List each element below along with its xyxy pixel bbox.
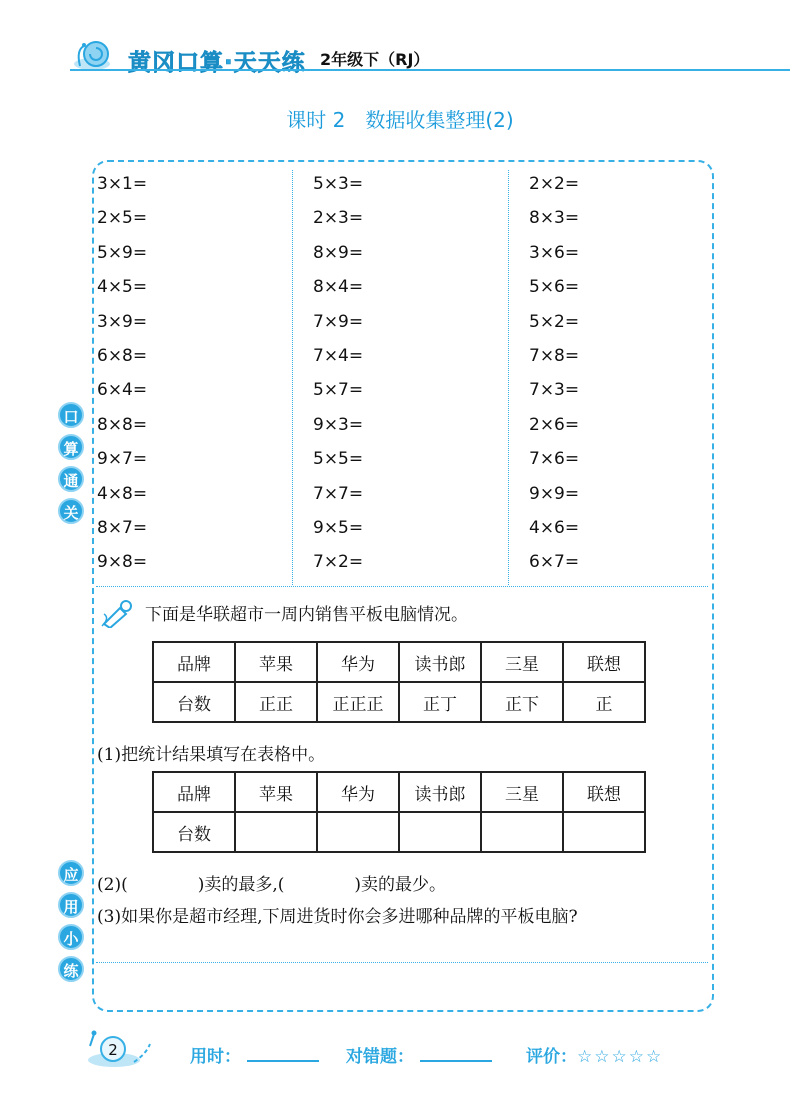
table-cell: 读书郎 xyxy=(399,642,481,682)
drill-problem: 9×9= xyxy=(529,483,580,504)
question-3: (3)如果你是超市经理,下周进货时你会多进哪种品牌的平板电脑? xyxy=(97,907,578,927)
table-row xyxy=(153,772,645,812)
drill-problem: 5×2= xyxy=(529,311,580,332)
drill-problem: 7×6= xyxy=(529,449,580,470)
drill-problem: 7×9= xyxy=(313,311,364,332)
table-cell: 品牌 xyxy=(153,772,235,812)
drill-problem: 6×8= xyxy=(97,345,148,366)
question-1: (1)把统计结果填写在表格中。 xyxy=(97,745,326,765)
drill-problem: 7×2= xyxy=(313,552,364,573)
drill-problem: 9×5= xyxy=(313,517,364,538)
table-row xyxy=(153,682,645,722)
table-cell[interactable] xyxy=(317,812,399,852)
drill-column-3 xyxy=(529,174,579,587)
grade-label: 2年级下（RJ） xyxy=(320,50,430,69)
snail-logo-icon xyxy=(72,36,128,72)
table-cell: 正正 xyxy=(235,682,317,722)
page-number: 2 xyxy=(100,1036,126,1062)
drill-problem: 2×2= xyxy=(529,174,580,194)
table-cell: 华为 xyxy=(317,642,399,682)
problem-intro: 下面是华联超市一周内销售平板电脑情况。 xyxy=(145,605,468,625)
table-cell: 三星 xyxy=(481,642,563,682)
drill-problem: 7×8= xyxy=(529,345,580,366)
table-cell: 台数 xyxy=(153,812,235,852)
drill-problem: 8×4= xyxy=(313,277,364,298)
drill-column-2 xyxy=(313,174,363,587)
pen-icon xyxy=(100,598,136,628)
table-row xyxy=(153,812,645,852)
lesson-title: 课时 2 数据收集整理(2) xyxy=(286,108,514,132)
side-badge: 小 xyxy=(58,924,84,950)
drill-problem: 2×3= xyxy=(313,208,364,229)
drill-problem: 9×8= xyxy=(97,552,148,573)
drill-problem: 7×4= xyxy=(313,345,364,366)
drill-problem: 5×7= xyxy=(313,380,364,401)
side-badge: 关 xyxy=(58,498,84,524)
result-table xyxy=(152,771,646,853)
brand-title: 黄冈口算·天天练 xyxy=(128,50,306,76)
table-cell[interactable] xyxy=(563,812,645,852)
table-cell: 正 xyxy=(563,682,645,722)
table-cell: 正下 xyxy=(481,682,563,722)
section-divider xyxy=(96,962,708,963)
time-field: 用时： xyxy=(190,1042,319,1067)
drill-problem: 8×8= xyxy=(97,414,148,435)
correct-field: 对错题： xyxy=(346,1042,492,1067)
table-cell: 苹果 xyxy=(235,642,317,682)
side-badge: 口 xyxy=(58,402,84,428)
table-cell: 华为 xyxy=(317,772,399,812)
side-badge: 练 xyxy=(58,956,84,982)
question-2: (2)( )卖的最多,( )卖的最少。 xyxy=(97,875,447,895)
table-cell: 正正正 xyxy=(317,682,399,722)
drill-column-1 xyxy=(97,174,147,587)
table-row xyxy=(153,642,645,682)
header-rule xyxy=(70,69,790,71)
drill-problem: 5×3= xyxy=(313,174,364,194)
rating-stars[interactable]: ☆☆☆☆☆ xyxy=(577,1047,664,1067)
drill-problem: 4×6= xyxy=(529,517,580,538)
drill-problem: 2×6= xyxy=(529,414,580,435)
table-cell: 读书郎 xyxy=(399,772,481,812)
column-divider xyxy=(292,170,293,585)
table-cell: 苹果 xyxy=(235,772,317,812)
drill-problem: 5×6= xyxy=(529,277,580,298)
drill-problem: 7×3= xyxy=(529,380,580,401)
drill-problem: 8×3= xyxy=(529,208,580,229)
drill-problem: 3×1= xyxy=(97,174,148,194)
drill-problem: 5×5= xyxy=(313,449,364,470)
column-divider xyxy=(508,170,509,585)
drill-problem: 4×8= xyxy=(97,483,148,504)
table-cell[interactable] xyxy=(399,812,481,852)
table-cell[interactable] xyxy=(481,812,563,852)
table-cell: 正丁 xyxy=(399,682,481,722)
table-cell: 品牌 xyxy=(153,642,235,682)
table-cell: 联想 xyxy=(563,772,645,812)
drill-problem: 5×9= xyxy=(97,242,148,263)
tally-table xyxy=(152,641,646,723)
table-cell: 台数 xyxy=(153,682,235,722)
drill-problem: 3×9= xyxy=(97,311,148,332)
rating-field: 评价：☆☆☆☆☆ xyxy=(526,1047,664,1067)
table-cell: 联想 xyxy=(563,642,645,682)
drill-problem: 9×7= xyxy=(97,449,148,470)
drill-problem: 2×5= xyxy=(97,208,148,229)
drill-problem: 4×5= xyxy=(97,277,148,298)
drill-problem: 7×7= xyxy=(313,483,364,504)
section-divider xyxy=(96,586,708,587)
table-cell: 三星 xyxy=(481,772,563,812)
side-badge: 算 xyxy=(58,434,84,460)
side-badge: 用 xyxy=(58,892,84,918)
drill-problem: 8×9= xyxy=(313,242,364,263)
correct-blank[interactable] xyxy=(420,1046,492,1062)
side-badge: 通 xyxy=(58,466,84,492)
drill-problem: 9×3= xyxy=(313,414,364,435)
time-blank[interactable] xyxy=(247,1046,319,1062)
drill-problem: 6×4= xyxy=(97,380,148,401)
drill-problem: 6×7= xyxy=(529,552,580,573)
side-badge: 应 xyxy=(58,860,84,886)
drill-problem: 3×6= xyxy=(529,242,580,263)
drill-problem: 8×7= xyxy=(97,517,148,538)
table-cell[interactable] xyxy=(235,812,317,852)
